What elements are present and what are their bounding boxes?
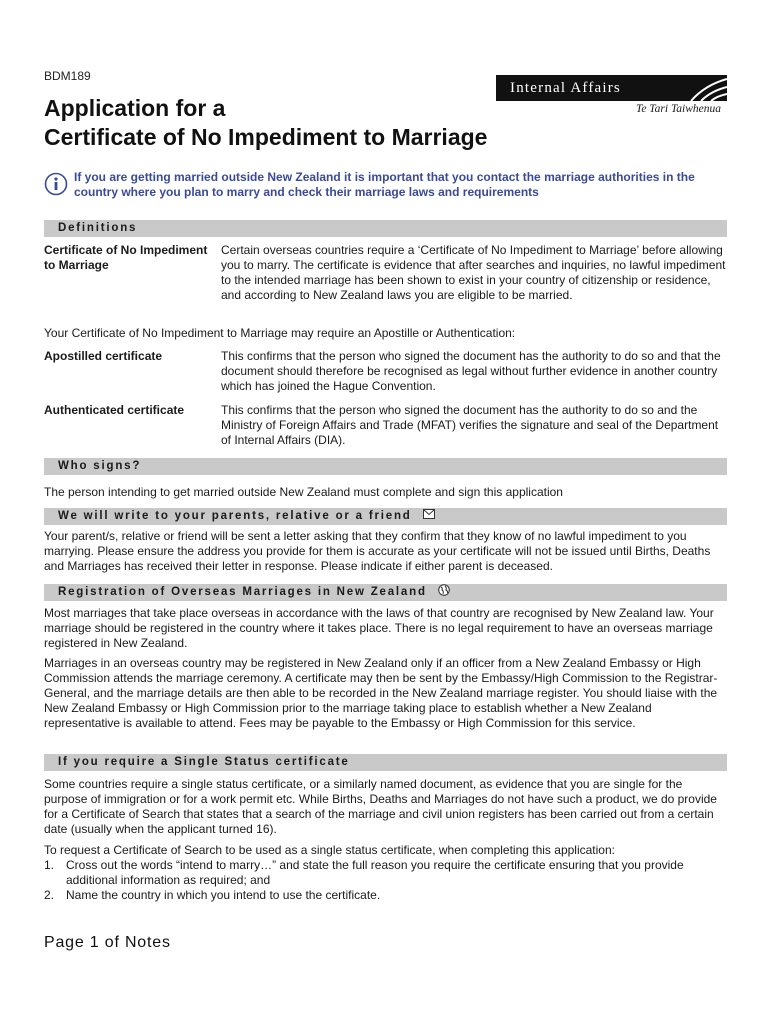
who-signs-text: The person intending to get married outside New Zealand must complete and sign this application bbox=[44, 485, 563, 499]
globe-icon bbox=[438, 584, 450, 596]
definitions-heading: Definitions bbox=[44, 220, 727, 237]
internal-affairs-logo bbox=[496, 75, 727, 119]
important-notice bbox=[44, 170, 727, 200]
definition-term: Certificate of No Impediment to Marriage bbox=[44, 243, 208, 272]
parents-heading-label: We will write to your parents, relative or a friend bbox=[58, 510, 412, 522]
single-status-paragraph-1: Some countries require a single status certificate, or a similarly named document, as evidence that you are single for the purpose of immigration or for a work permit etc. While Births, Deaths and Marriages do not have such a product, we do provide for a Certificate of Search that states that a search of the marriage and civil union registers has been carried out from a certain date (usually when the applicant turned 16). bbox=[44, 777, 717, 836]
logo-bar bbox=[496, 75, 727, 101]
overseas-heading bbox=[44, 584, 727, 601]
definition-text: Certain overseas countries require a ‘Certificate of No Impediment to Marriage’ before allowing you to marry. The certificate is evidence that after searches and inquiries, no lawful impediment to the intended marriage has been shown to exist in your country of citizenship or residence, and according to New Zealand laws you are eligible to be married. bbox=[221, 243, 726, 302]
definition-term: Authenticated certificate bbox=[44, 403, 185, 417]
logo-subtitle: Te Tari Taiwhenua bbox=[635, 103, 721, 115]
info-icon bbox=[44, 172, 68, 196]
overseas-paragraph-2: Marriages in an overseas country may be registered in New Zealand only if an officer from a New Zealand Embassy or High Commission attends the marriage ceremony. A certificate may then be sent by the Embassy/High Commission to the Registrar-General, and the marriage details are then able to be recorded in the New Zealand marriage register. You should liaise with the New Zealand Embassy or High Commission prior to the marriage taking place to establish whether a New Zealand representative is available to attend. Fees may be payable to the Embassy or High Commission for this service. bbox=[44, 656, 718, 730]
page-number: Page 1 of Notes bbox=[44, 934, 171, 951]
apostille-intro: Your Certificate of No Impediment to Marriage may require an Apostille or Authentication: bbox=[44, 326, 516, 340]
definition-text: This confirms that the person who signed the document has the authority to do so and that the document should therefore be recognised as legal without further evidence in another country which has joined the Hague Convention. bbox=[221, 349, 721, 393]
single-status-steps bbox=[44, 858, 727, 903]
list-item bbox=[44, 858, 727, 888]
logo-name: Internal Affairs bbox=[510, 80, 621, 96]
step-number: 1. bbox=[44, 858, 55, 872]
form-code: BDM189 bbox=[44, 69, 91, 83]
who-signs-heading: Who signs? bbox=[44, 458, 727, 475]
koru-pattern-icon bbox=[687, 75, 727, 101]
parents-heading bbox=[44, 508, 727, 525]
single-status-heading: If you require a Single Status certificate bbox=[44, 754, 727, 771]
definition-text: This confirms that the person who signed the document has the authority to do so and the Ministry of Foreign Affairs and Trade (MFAT) verifies the signature and seal of the Department of Internal Affairs (DIA). bbox=[221, 403, 719, 447]
parents-text: Your parent/s, relative or friend will be sent a letter asking that they confirm that they know of no lawful impediment to you marrying. Please ensure the address you provide for them is accurate as your certificate will not be issued until Births, Deaths and Marriages has received their letter in response. Please indicate if either parent is deceased. bbox=[44, 529, 711, 573]
page-title bbox=[44, 94, 487, 152]
single-status-paragraph-2: To request a Certificate of Search to be used as a single status certificate, when completing this application: bbox=[44, 843, 615, 857]
step-text: Cross out the words “intend to marry…” and state the full reason you require the certificate ensuring that you provide additional information as required; and bbox=[66, 858, 684, 887]
definition-term: Apostilled certificate bbox=[44, 349, 163, 363]
step-number: 2. bbox=[44, 888, 55, 902]
overseas-paragraph-1: Most marriages that take place overseas in accordance with the laws of that country are recognised by New Zealand law. Your marriage should be registered in the country where it takes place. There is no legal requirement to have an overseas marriage registered in New Zealand. bbox=[44, 606, 714, 650]
envelope-icon bbox=[423, 509, 435, 519]
title-line-1: Application for a bbox=[44, 95, 226, 121]
title-line-2: Certificate of No Impediment to Marriage bbox=[44, 124, 488, 150]
step-text: Name the country in which you intend to use the certificate. bbox=[66, 888, 381, 902]
list-item bbox=[44, 888, 727, 903]
notice-text: If you are getting married outside New Zealand it is important that you contact the marriage authorities in the country where you plan to marry and check their marriage laws and requirements bbox=[74, 170, 695, 199]
overseas-heading-label: Registration of Overseas Marriages in New Zealand bbox=[58, 586, 427, 598]
